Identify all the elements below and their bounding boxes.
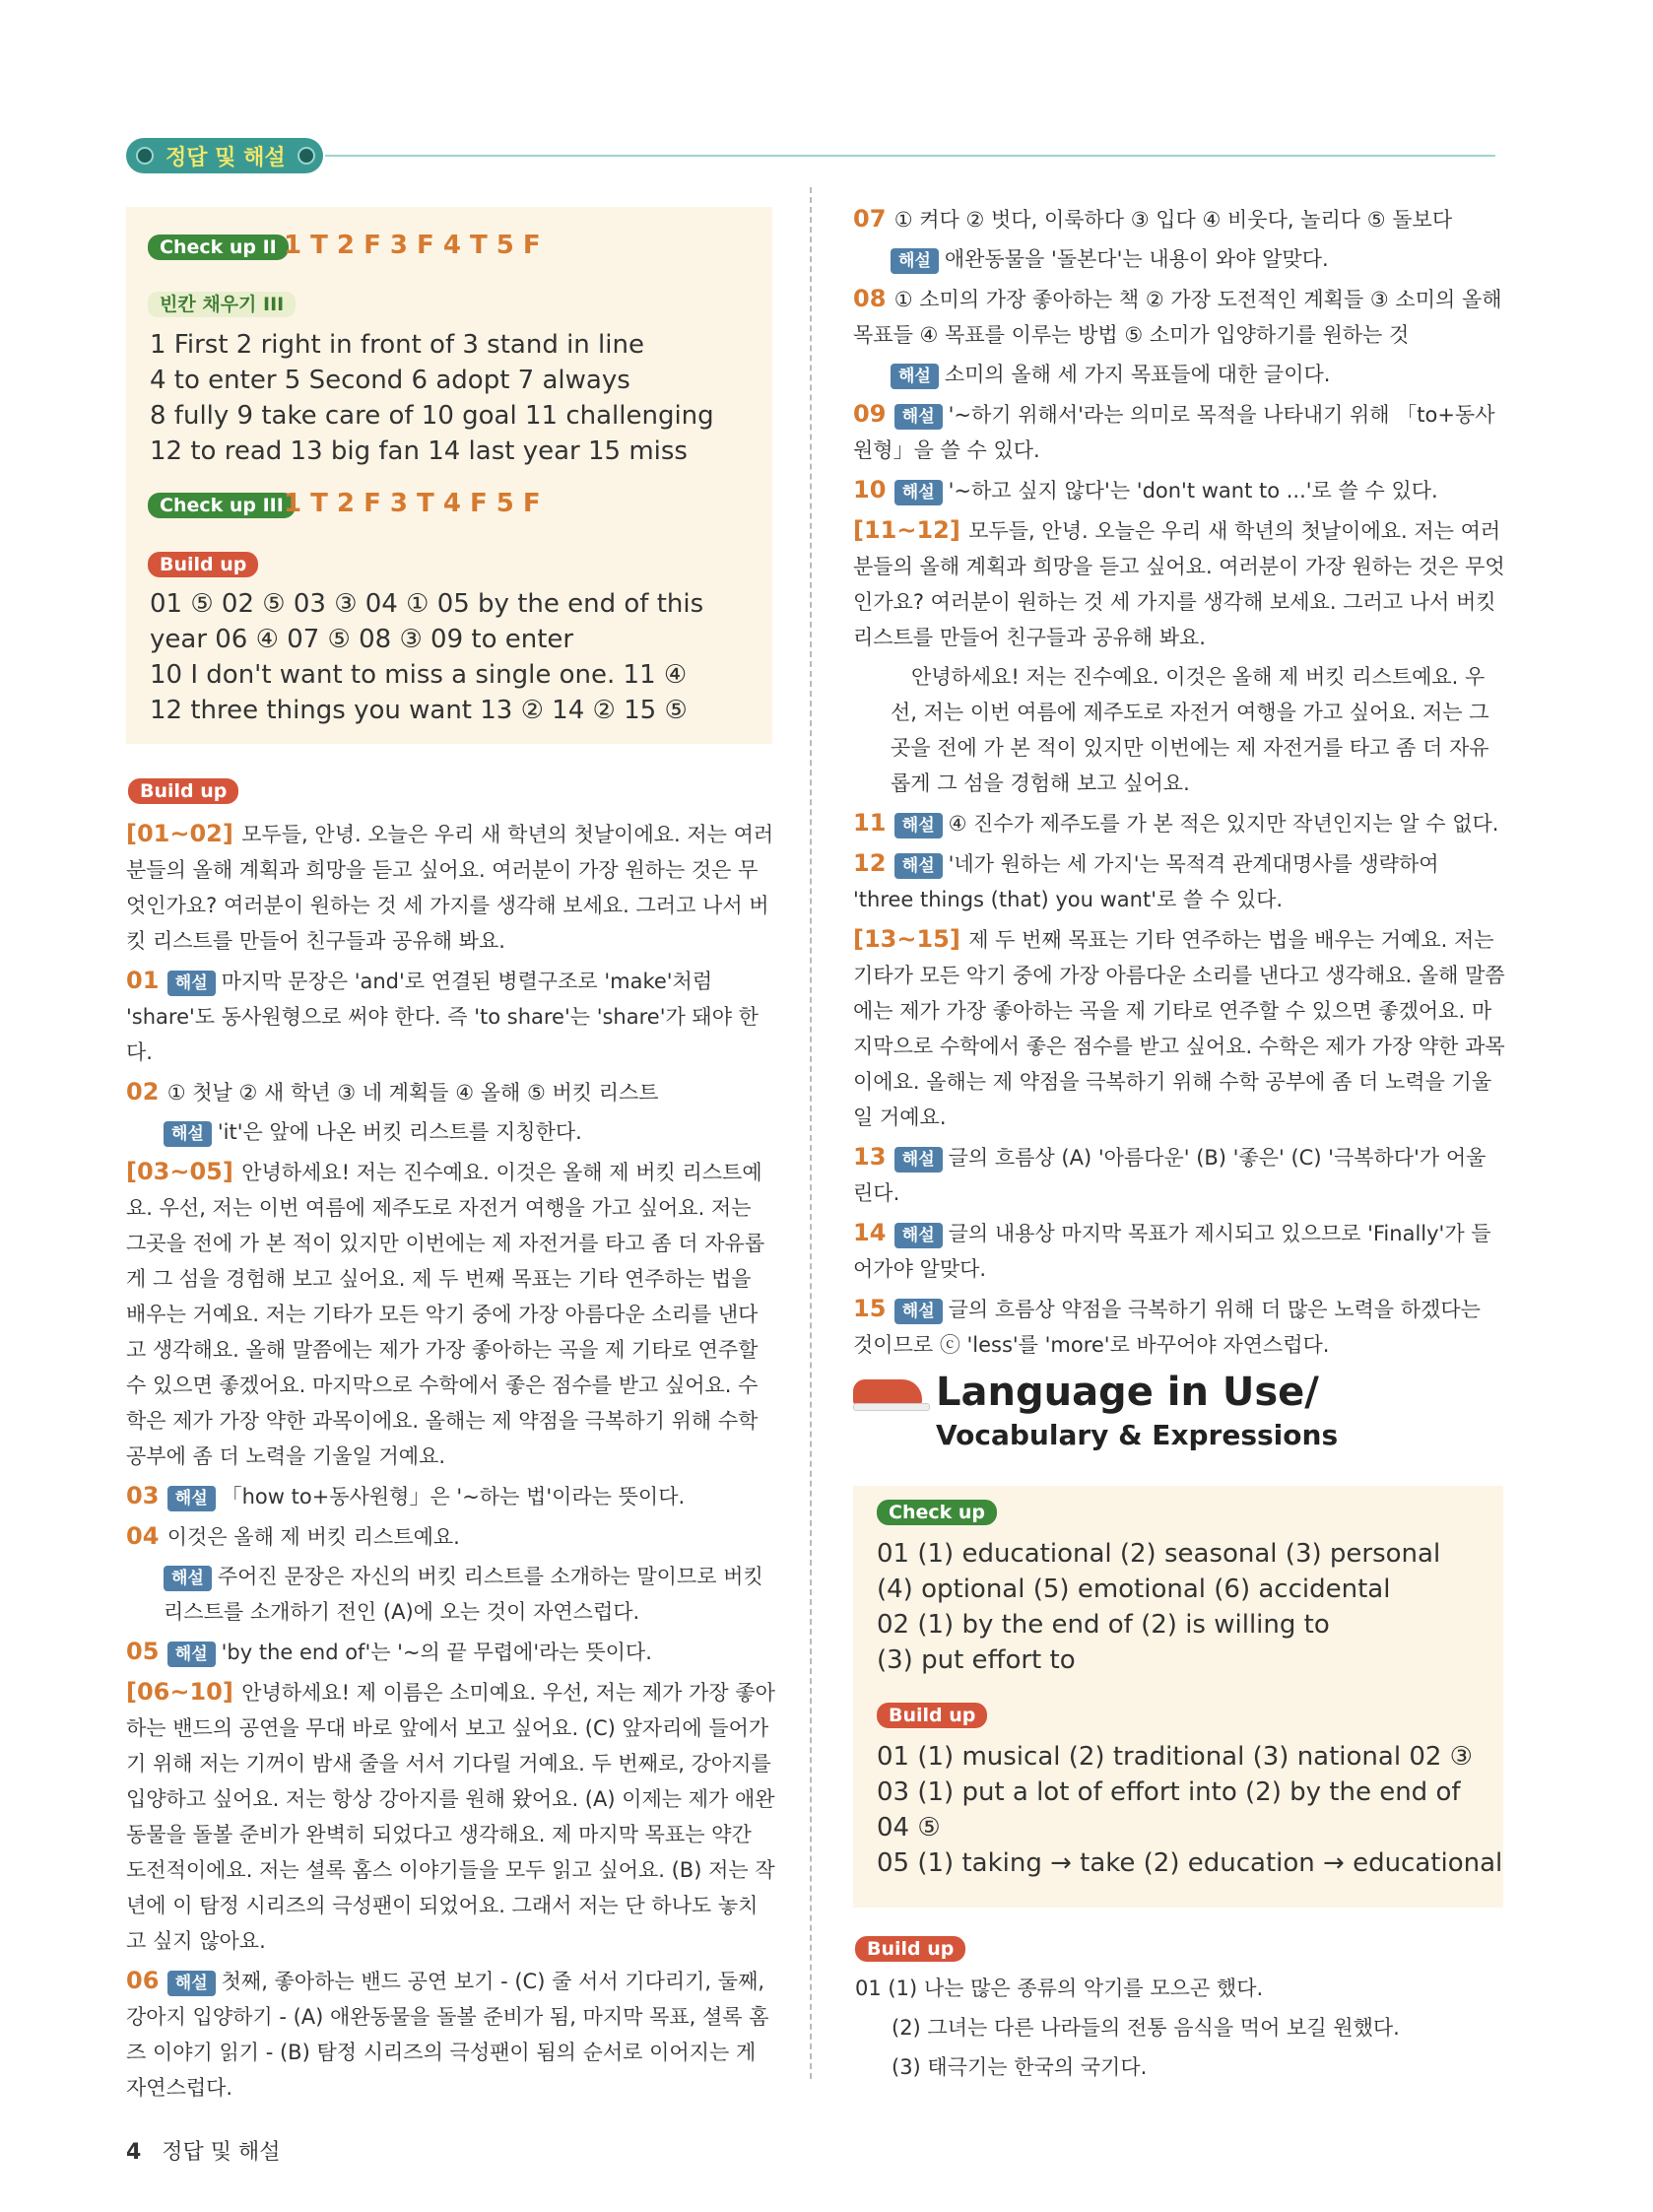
- explanation-item: [853, 805, 1505, 841]
- item-number: 04: [126, 1522, 167, 1550]
- explanation-item: [853, 659, 1505, 801]
- checkup2-answers: 1 T 2 F 3 F 4 T 5 F: [284, 231, 541, 260]
- explanation-item: [853, 1215, 1505, 1287]
- explanation-tag: 해설: [894, 813, 943, 838]
- item-text: 'it'은 앞에 나온 버킷 리스트를 지칭한다.: [217, 1120, 582, 1144]
- item-number: 05: [126, 1638, 167, 1665]
- explanation-item: [853, 512, 1505, 655]
- item-text: 「how to+동사원형」은 '~하는 법'이라는 뜻이다.: [221, 1485, 686, 1508]
- blank-badge: 빈칸 채우기 III: [148, 292, 296, 317]
- explanation-item: [126, 1518, 776, 1555]
- buildup2-line: (3) 태극기는 한국의 국기다.: [892, 2055, 1148, 2079]
- lang-checkup-line: 02 (1) by the end of (2) is willing to: [877, 1610, 1330, 1640]
- item-number: [01~02]: [126, 820, 242, 847]
- blank-line: 8 fully 9 take care of 10 goal 11 challenging: [150, 401, 714, 431]
- item-number: 11: [853, 809, 894, 837]
- item-number: 10: [853, 476, 894, 503]
- column-divider: [810, 187, 812, 2079]
- explanation-tag: 해설: [894, 1147, 943, 1173]
- checkup3-badge: Check up III: [148, 493, 296, 518]
- buildup-badge: Build up: [148, 552, 258, 577]
- explanation-tag: 해설: [167, 1486, 216, 1511]
- explanation-item: [853, 1139, 1505, 1211]
- item-number: 01: [126, 967, 167, 994]
- explanation-tag: 해설: [891, 248, 939, 274]
- item-text: 글의 흐름상 (A) '아름다운' (B) '좋은' (C) '극복하다'가 어울린다.: [853, 1146, 1487, 1205]
- explanation-item: [126, 816, 776, 959]
- explanation-tag: 해설: [894, 1223, 943, 1248]
- footer-label: 정답 및 해설: [162, 2140, 281, 2165]
- buildup-line: 10 I don't want to miss a single one. 11 ④: [150, 660, 688, 690]
- item-text: ① 켜다 ② 벗다, 이룩하다 ③ 입다 ④ 비웃다, 놀리다 ⑤ 돌보다: [893, 208, 1453, 232]
- item-number: 06: [126, 1967, 167, 1994]
- item-text: 글의 흐름상 약점을 극복하기 위해 더 많은 노력을 하겠다는 것이므로 ⓒ 'less'를 'more'로 바꾸어야 자연스럽다.: [853, 1298, 1481, 1357]
- explanation-item: [853, 472, 1505, 508]
- item-text: 이것은 올해 제 버킷 리스트예요.: [166, 1525, 460, 1549]
- item-text: ④ 진수가 제주도를 가 본 적은 있지만 작년인지는 알 수 없다.: [948, 812, 1499, 836]
- explanation-item: [853, 201, 1505, 237]
- buildup-line: 01 ⑤ 02 ⑤ 03 ③ 04 ① 05 by the end of this: [150, 589, 704, 619]
- buildup-section-badge: Build up: [128, 778, 238, 804]
- sneaker-icon: [853, 1379, 922, 1405]
- explanation-item: [126, 963, 776, 1070]
- explanation-item: [126, 1074, 776, 1110]
- explanation-tag: 해설: [891, 364, 939, 389]
- explanation-item: [126, 1674, 776, 1959]
- buildup2-line: 01 (1) 나는 많은 종류의 악기를 모으곤 했다.: [855, 1977, 1264, 2000]
- item-text: 'by the end of'는 '~의 끝 무렵에'라는 뜻이다.: [221, 1641, 652, 1664]
- item-text: 안녕하세요! 저는 진수예요. 이것은 올해 제 버킷 리스트예요. 우선, 저는 이번 여름에 제주도로 자전거 여행을 가고 싶어요. 저는 그곳을 전에 가 본 적이 있지만 이번에는 제 자전거를 타고 좀 더 자유롭게 그 섬을 경험해 보고 싶어요. 제 두 번째 목표는 기타 연주하는 법을 배우는 거예요. 저는 기타가 모든 악기 중에 가장 아름다운 소리를 낸다고 생각해요. 올해 말쯤에는 제가 가장 좋아하는 곡을 제 기타로 연주할 수 있으면 좋겠어요. 마지막으로 수학에서 좋은 점수를 받고 싶어요. 수학은 제가 가장 약한 과목이에요. 올해는 제 약점을 극복하기 위해 수학 공부에 좀 더 노력을 기울일 거예요.: [126, 1161, 765, 1468]
- explanation-tag: 해설: [894, 1299, 943, 1324]
- section-title: 정답 및 해설: [165, 145, 286, 170]
- explanation-item: [853, 921, 1505, 1135]
- explanation-item: [126, 1963, 776, 2106]
- item-number: 14: [853, 1219, 894, 1246]
- left-explanations: [126, 816, 776, 2110]
- lang-buildup-line: 03 (1) put a lot of effort into (2) by the end of: [877, 1777, 1461, 1807]
- explanation-item: [126, 1559, 776, 1630]
- explanation-tag: 해설: [167, 1642, 216, 1667]
- item-number: 07: [853, 205, 894, 233]
- explanation-item: [126, 1114, 776, 1150]
- header-rule: [325, 155, 1495, 157]
- lang-checkup-badge: Check up: [877, 1500, 997, 1525]
- item-number: [13~15]: [853, 925, 969, 953]
- buildup2-badge: Build up: [855, 1936, 965, 1962]
- lang-title: Language in Use/: [936, 1370, 1319, 1415]
- item-number: 12: [853, 849, 894, 877]
- explanation-item: [126, 1478, 776, 1514]
- blank-line: 4 to enter 5 Second 6 adopt 7 always: [150, 366, 630, 395]
- item-number: [06~10]: [126, 1678, 242, 1706]
- checkup2-badge: Check up II: [148, 235, 289, 260]
- lang-checkup-line: (4) optional (5) emotional (6) accidental: [877, 1575, 1391, 1604]
- item-text: 주어진 문장은 자신의 버킷 리스트를 소개하는 말이므로 버킷 리스트를 소개하기 전인 (A)에 오는 것이 자연스럽다.: [164, 1565, 763, 1624]
- bullet-icon: [298, 147, 315, 165]
- item-text: ① 소미의 가장 좋아하는 책 ② 가장 도전적인 계획들 ③ 소미의 올해 목표들 ④ 목표를 이루는 방법 ⑤ 소미가 입양하기를 원하는 것: [853, 288, 1502, 347]
- item-number: 13: [853, 1143, 894, 1171]
- lang-checkup-line: (3) put effort to: [877, 1645, 1076, 1675]
- explanation-tag: 해설: [894, 853, 943, 879]
- item-number: 15: [853, 1295, 894, 1322]
- page-footer: [126, 2135, 281, 2166]
- item-text: 첫째, 좋아하는 밴드 공연 보기 - (C) 줄 서서 기다리기, 둘째, 강아지 입양하기 - (A) 애완동물을 돌볼 준비가 됨, 마지막 목표, 셜록 홈즈 이야기 읽기 - (B) 탐정 시리즈의 극성팬이 됨의 순서로 이어지는 게 자연스럽다.: [126, 1970, 769, 2100]
- buildup-line: year 06 ④ 07 ⑤ 08 ③ 09 to enter: [150, 625, 574, 654]
- lang-buildup-line: 04 ⑤: [877, 1813, 941, 1843]
- explanation-tag: 해설: [167, 971, 216, 996]
- item-number: 08: [853, 285, 894, 312]
- item-text: 안녕하세요! 저는 진수예요. 이것은 올해 제 버킷 리스트예요. 우선, 저는 이번 여름에 제주도로 자전거 여행을 가고 싶어요. 저는 그곳을 전에 가 본 적이 있지만 이번에는 제 자전거를 타고 좀 더 자유롭게 그 섬을 경험해 보고 싶어요.: [891, 665, 1489, 795]
- lang-checkup-line: 01 (1) educational (2) seasonal (3) personal: [877, 1539, 1441, 1569]
- explanation-tag: 해설: [167, 1971, 216, 1996]
- item-text: 글의 내용상 마지막 목표가 제시되고 있으므로 'Finally'가 들어가야 알맞다.: [853, 1222, 1491, 1281]
- blank-line: 1 First 2 right in front of 3 stand in line: [150, 330, 644, 360]
- explanation-item: [853, 845, 1505, 917]
- item-number: [03~05]: [126, 1158, 242, 1185]
- lang-buildup-line: 05 (1) taking → take (2) education → educational: [877, 1848, 1503, 1878]
- lang-buildup-line: 01 (1) musical (2) traditional (3) national 02 ③: [877, 1742, 1473, 1772]
- explanation-item: [853, 357, 1505, 392]
- item-number: 03: [126, 1482, 167, 1509]
- explanation-item: [853, 281, 1505, 353]
- right-explanations: [853, 201, 1505, 1367]
- explanation-item: [853, 1291, 1505, 1363]
- explanation-item: [126, 1154, 776, 1474]
- bullet-icon: [136, 147, 154, 165]
- item-text: 제 두 번째 목표는 기타 연주하는 법을 배우는 거예요. 저는 기타가 모든 악기 중에 가장 아름다운 소리를 낸다고 생각해요. 올해 말쯤에는 제가 가장 좋아하는 곡을 제 기타로 연주할 수 있으면 좋겠어요. 마지막으로 수학에서 좋은 점수를 받고 싶어요. 수학은 제가 가장 약한 과목이에요. 올해는 제 약점을 극복하기 위해 수학 공부에 좀 더 노력을 기울일 거예요.: [853, 928, 1505, 1129]
- buildup-line: 12 three things you want 13 ② 14 ② 15 ⑤: [150, 696, 688, 725]
- explanation-tag: 해설: [164, 1566, 212, 1591]
- section-header: [126, 138, 323, 173]
- blank-line: 12 to read 13 big fan 14 last year 15 miss: [150, 436, 688, 466]
- item-number: 02: [126, 1078, 167, 1106]
- item-text: '~하기 위해서'라는 의미로 목적을 나타내기 위해 「to+동사원형」을 쓸 수 있다.: [853, 403, 1495, 462]
- item-text: '네가 원하는 세 가지'는 목적격 관계대명사를 생략하여 'three things (that) you want'로 쓸 수 있다.: [853, 852, 1439, 911]
- item-text: 애완동물을 '돌본다'는 내용이 와야 알맞다.: [944, 247, 1329, 271]
- explanation-tag: 해설: [894, 404, 943, 430]
- item-text: 모두들, 안녕. 오늘은 우리 새 학년의 첫날이에요. 저는 여러분들의 올해 계획과 희망을 듣고 싶어요. 여러분이 가장 원하는 것은 무엇인가요? 여러분이 원하는 것 세 가지를 생각해 보세요. 그러고 나서 버킷 리스트를 만들어 친구들과 공유해 봐요.: [126, 823, 774, 953]
- buildup2-line: (2) 그녀는 다른 나라들의 전통 음식을 먹어 보길 원했다.: [892, 2016, 1400, 2040]
- item-text: 마지막 문장은 'and'로 연결된 병렬구조로 'make'처럼 'share'도 동사원형으로 써야 한다. 즉 'to share'는 'share'가 돼야 한다.: [126, 970, 759, 1064]
- explanation-tag: 해설: [164, 1121, 212, 1147]
- explanation-item: [853, 396, 1505, 468]
- page-number: 4: [126, 2140, 142, 2165]
- lang-subtitle: Vocabulary & Expressions: [936, 1419, 1339, 1451]
- item-number: [11~12]: [853, 516, 969, 544]
- item-text: ① 첫날 ② 새 학년 ③ 네 계획들 ④ 올해 ⑤ 버킷 리스트: [166, 1081, 659, 1105]
- item-text: '~하고 싶지 않다'는 'don't want to ...'로 쓸 수 있다.: [948, 479, 1438, 503]
- checkup3-answers: 1 T 2 F 3 T 4 F 5 F: [284, 489, 541, 518]
- item-text: 소미의 올해 세 가지 목표들에 대한 글이다.: [944, 363, 1331, 386]
- explanation-item: [853, 241, 1505, 277]
- item-number: 09: [853, 400, 894, 428]
- lang-buildup-badge: Build up: [877, 1703, 987, 1728]
- item-text: 안녕하세요! 제 이름은 소미예요. 우선, 저는 제가 가장 좋아하는 밴드의 공연을 무대 바로 앞에서 보고 싶어요. (C) 앞자리에 들어가기 위해 저는 기꺼이 밤새 줄을 서서 기다릴 거예요. 두 번째로, 강아지를 입양하고 싶어요. 저는 항상 강아지를 원해 왔어요. (A) 이제는 제가 애완동물을 돌볼 준비가 완벽히 되었다고 생각해요. 제 마지막 목표는 약간 도전적이에요. 저는 셜록 홈스 이야기들을 모두 읽고 싶어요. (B) 저는 작년에 이 탐정 시리즈의 극성팬이 되었어요. 그래서 저는 단 하나도 놓치고 싶지 않아요.: [126, 1681, 775, 1953]
- item-text: 모두들, 안녕. 오늘은 우리 새 학년의 첫날이에요. 저는 여러분들의 올해 계획과 희망을 듣고 싶어요. 여러분이 가장 원하는 것은 무엇인가요? 여러분이 원하는 것 세 가지를 생각해 보세요. 그러고 나서 버킷 리스트를 만들어 친구들과 공유해 봐요.: [853, 519, 1505, 649]
- explanation-item: [126, 1634, 776, 1670]
- explanation-tag: 해설: [894, 480, 943, 505]
